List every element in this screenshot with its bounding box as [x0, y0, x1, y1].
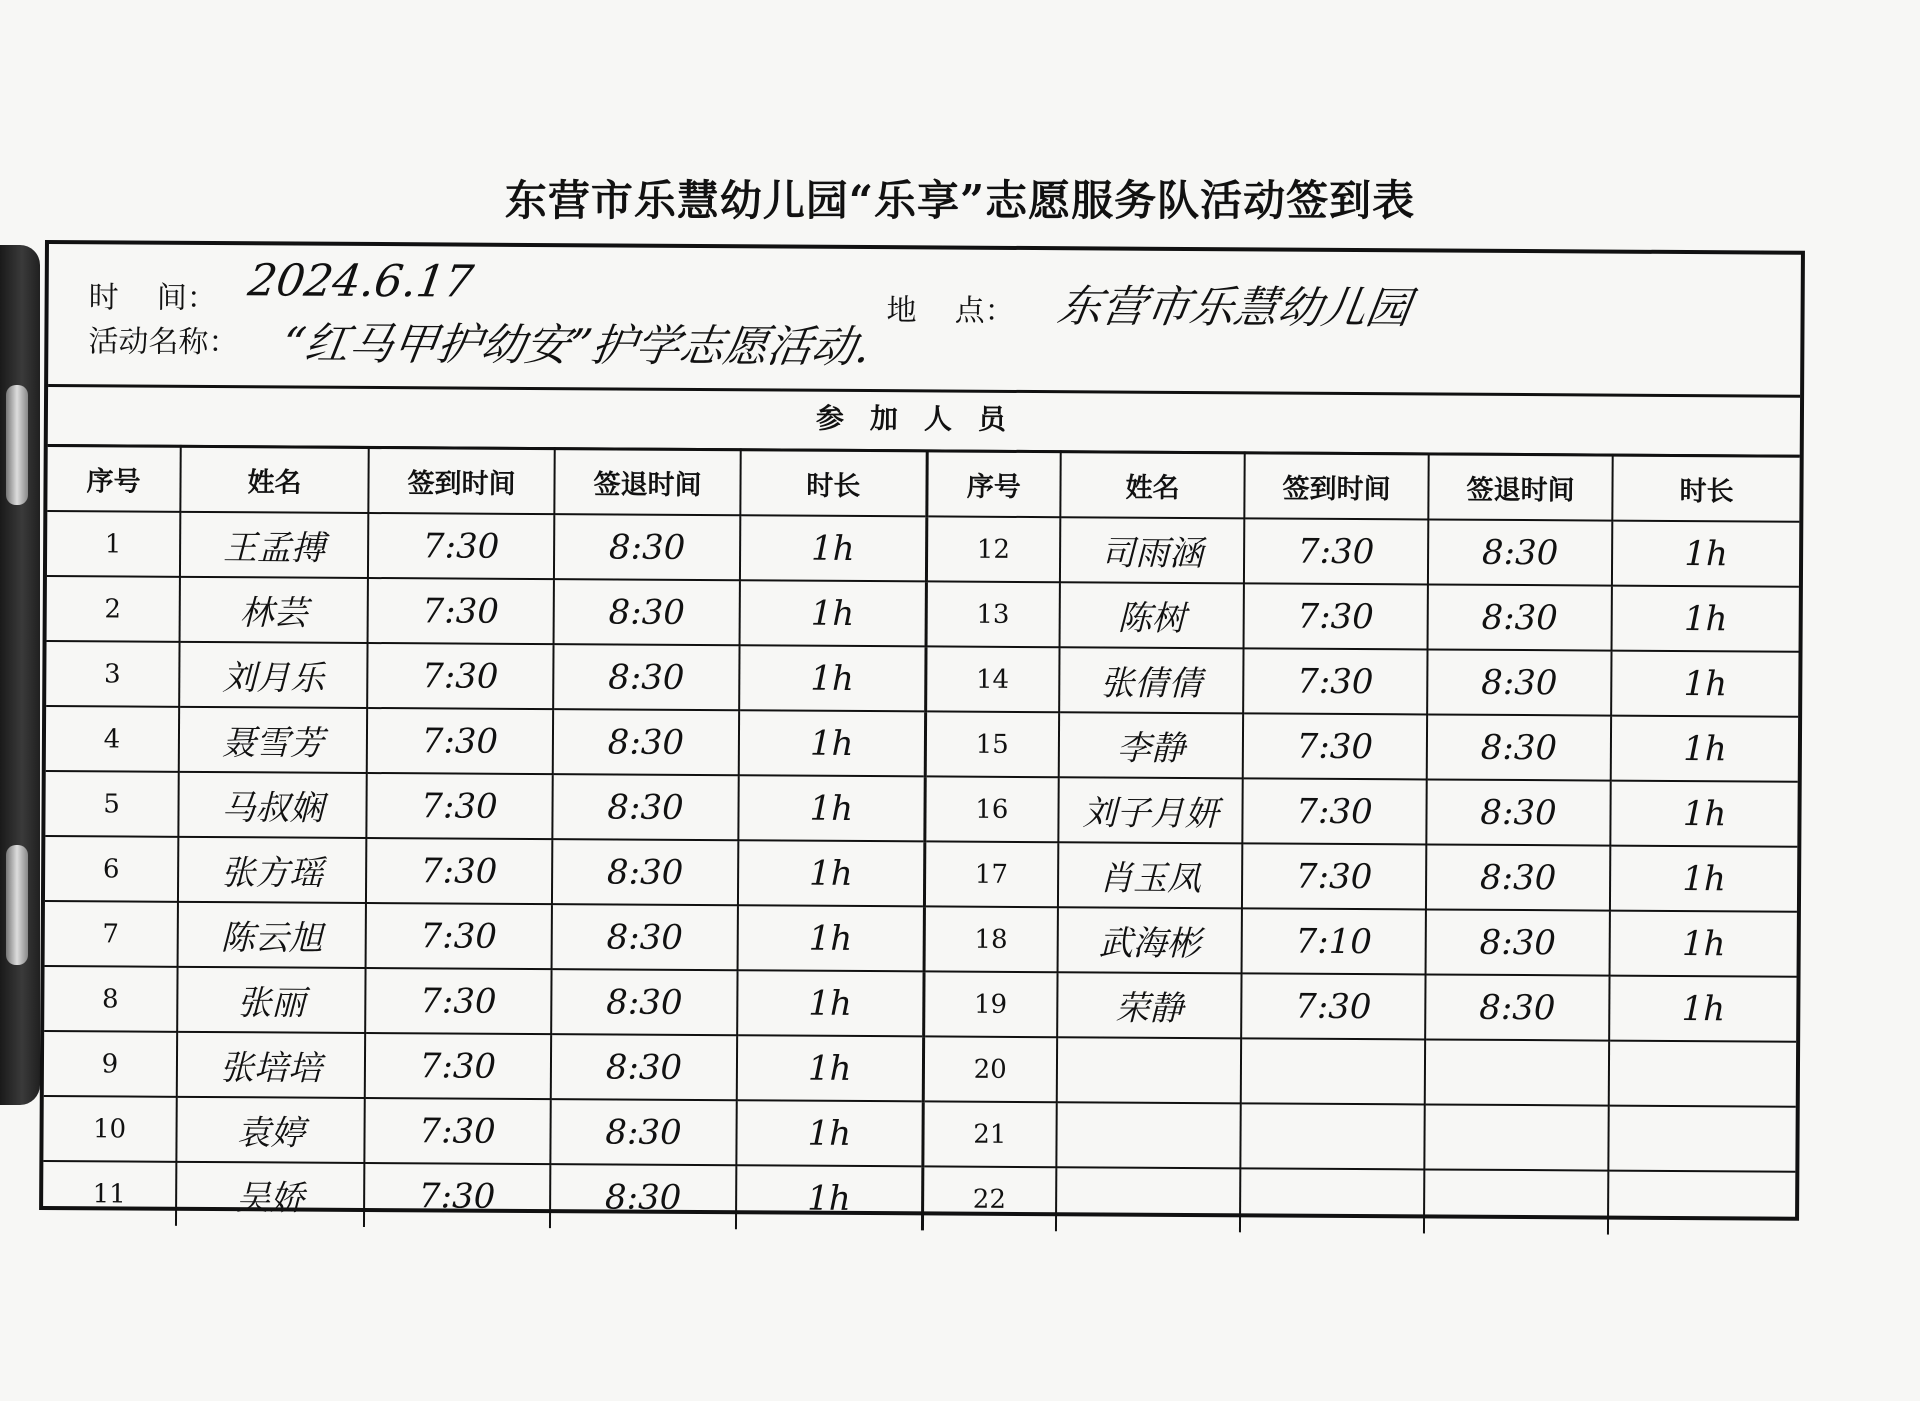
sign-out-time: 8:30: [550, 1164, 736, 1229]
seq-number: 10: [43, 1096, 176, 1162]
table-row: [45, 901, 1797, 977]
seq-number: 20: [923, 1036, 1057, 1102]
seq-number: 2: [47, 576, 180, 642]
sign-in-time: 7:30: [1242, 843, 1426, 909]
seq-number: 15: [925, 711, 1059, 777]
duration: [1608, 1106, 1795, 1172]
sign-in-time: 7:30: [368, 513, 554, 579]
duration: 1h: [738, 775, 924, 841]
sign-in-time: 7:30: [365, 1033, 551, 1099]
volunteer-signature: 张培培: [177, 1032, 365, 1098]
volunteer-signature: 陈树: [1060, 582, 1244, 648]
activity-value: “红马甲护幼安”护学志愿活动.: [278, 318, 874, 374]
table-row: [44, 966, 1796, 1042]
sign-in-time: 7:30: [1244, 518, 1428, 584]
sign-out-time: [1424, 1104, 1608, 1170]
volunteer-signature: 荣静: [1057, 972, 1241, 1038]
activity-label: 活动名称：: [88, 324, 239, 361]
sign-out-time: [1424, 1169, 1608, 1234]
seq-number: 3: [46, 641, 179, 707]
binder-clip: [0, 245, 40, 1105]
sign-in-time: 7:30: [365, 968, 551, 1034]
duration: 1h: [1610, 846, 1797, 912]
sign-in-time: 7:30: [1243, 713, 1427, 779]
activity-info: [48, 244, 1801, 398]
sign-out-time: 8:30: [1428, 519, 1612, 585]
seq-number: 5: [45, 771, 178, 837]
sign-in-time: 7:30: [366, 773, 552, 839]
volunteer-signature: 张方瑶: [178, 837, 366, 903]
volunteer-signature: 肖玉凤: [1058, 842, 1242, 908]
seq-number: 13: [926, 581, 1060, 647]
seq-number: 14: [925, 646, 1059, 712]
duration: 1h: [738, 905, 924, 971]
sign-out-time: 8:30: [552, 904, 738, 970]
sign-in-time: 7:30: [1242, 778, 1426, 844]
duration: [1608, 1171, 1795, 1236]
duration: 1h: [736, 1165, 922, 1230]
sign-in-time: 7:30: [364, 1163, 550, 1228]
volunteer-signature: 马叔娴: [178, 772, 366, 838]
volunteer-signature: 袁婷: [176, 1097, 364, 1163]
duration: 1h: [737, 1035, 923, 1101]
sign-in-time: 7:30: [366, 838, 552, 904]
sign-out-time: 8:30: [553, 644, 739, 710]
seq-number: 6: [45, 836, 178, 902]
volunteer-signature: 聂雪芳: [179, 707, 367, 773]
volunteer-signature: 李静: [1059, 712, 1243, 778]
sign-in-time: 7:30: [1244, 583, 1428, 649]
seq-number: 4: [46, 706, 179, 772]
sign-out-time: 8:30: [551, 1034, 737, 1100]
col-header: 时长: [740, 449, 926, 516]
seq-number: 9: [44, 1031, 177, 1097]
sign-in-time: 7:30: [368, 578, 554, 644]
sign-out-time: 8:30: [1428, 584, 1612, 650]
sign-out-time: 8:30: [552, 774, 738, 840]
volunteer-signature: 刘月乐: [179, 642, 367, 708]
seq-number: 18: [924, 906, 1058, 972]
seq-number: 1: [47, 511, 180, 577]
seq-number: 8: [44, 966, 177, 1032]
sign-out-time: [1425, 1039, 1609, 1105]
place-label: 地 点：: [886, 293, 1015, 329]
sign-out-time: 8:30: [554, 579, 740, 645]
seq-number: 11: [43, 1161, 176, 1226]
table-row: [46, 706, 1798, 782]
col-header: 签到时间: [1244, 452, 1428, 519]
sign-in-time: 7:30: [1243, 648, 1427, 714]
table-row: [47, 511, 1799, 587]
volunteer-signature: 司雨涵: [1060, 517, 1244, 583]
sign-in-time: [1241, 1038, 1425, 1104]
seq-number: 21: [922, 1101, 1056, 1167]
duration: 1h: [1610, 781, 1797, 847]
volunteer-signature: [1056, 1102, 1240, 1168]
sign-out-time: 8:30: [550, 1099, 736, 1165]
sign-out-time: 8:30: [1426, 779, 1610, 845]
volunteer-signature: 张丽: [177, 967, 365, 1033]
col-header: 签退时间: [1428, 453, 1612, 520]
seq-number: 12: [926, 516, 1060, 582]
volunteer-signature: 张倩倩: [1059, 647, 1243, 713]
table-header-row: [47, 445, 1799, 522]
time-value: 2024.6.17: [245, 255, 477, 308]
place-value: 东营市乐慧幼儿园: [1054, 281, 1414, 335]
sign-out-time: 8:30: [551, 969, 737, 1035]
sign-in-time: 7:30: [367, 708, 553, 774]
duration: 1h: [738, 840, 924, 906]
table-row: [43, 1096, 1795, 1172]
sign-in-time: 7:10: [1242, 908, 1426, 974]
sign-in-time: 7:30: [366, 903, 552, 969]
duration: 1h: [1609, 976, 1796, 1042]
volunteer-signature: [1056, 1167, 1240, 1232]
duration: 1h: [740, 515, 926, 581]
col-header: 序号: [926, 450, 1060, 517]
table-row: [45, 771, 1797, 847]
seq-number: 17: [924, 841, 1058, 907]
sign-out-time: 8:30: [1427, 714, 1611, 780]
col-header: 签退时间: [554, 448, 740, 515]
col-header: 序号: [47, 445, 180, 512]
duration: 1h: [740, 580, 926, 646]
col-header: 姓名: [180, 446, 368, 513]
sign-out-time: 8:30: [552, 839, 738, 905]
table-row: [43, 1161, 1795, 1236]
duration: 1h: [736, 1100, 922, 1166]
duration: 1h: [1612, 586, 1799, 652]
col-header: 姓名: [1060, 451, 1244, 518]
binder-ring: [6, 385, 28, 505]
volunteer-signature: 吴娇: [176, 1162, 364, 1227]
sign-in-time: 7:30: [367, 643, 553, 709]
sign-out-time: 8:30: [1426, 909, 1610, 975]
volunteer-signature: 林芸: [180, 577, 368, 643]
table-row: [47, 576, 1799, 652]
duration: [1609, 1041, 1796, 1107]
sign-out-time: 8:30: [1427, 649, 1611, 715]
attendance-table: [43, 444, 1800, 1236]
sign-in-sheet: [39, 240, 1805, 1221]
sign-in-time: [1240, 1103, 1424, 1169]
duration: 1h: [1611, 716, 1798, 782]
volunteer-signature: 陈云旭: [178, 902, 366, 968]
duration: 1h: [1612, 521, 1799, 587]
participants-header: 参加人员: [48, 384, 1800, 458]
volunteer-signature: 王孟搏: [180, 512, 368, 578]
binder-ring: [6, 845, 28, 965]
volunteer-signature: 刘子月妍: [1058, 777, 1242, 843]
time-label: 时 间：: [88, 280, 217, 317]
seq-number: 19: [923, 971, 1057, 1037]
sign-out-time: 8:30: [554, 514, 740, 580]
col-header: 时长: [1612, 455, 1799, 522]
seq-number: 22: [922, 1166, 1056, 1231]
duration: 1h: [1610, 911, 1797, 977]
seq-number: 7: [45, 901, 178, 967]
sign-in-time: [1240, 1168, 1424, 1233]
duration: 1h: [1611, 651, 1798, 717]
table-row: [44, 1031, 1796, 1107]
sign-in-time: 7:30: [364, 1098, 550, 1164]
sign-out-time: 8:30: [1425, 974, 1609, 1040]
volunteer-signature: [1057, 1037, 1241, 1103]
table-row: [46, 641, 1798, 717]
document-title: 东营市乐慧幼儿园“乐享”志愿服务队活动签到表: [504, 176, 1416, 225]
seq-number: 16: [924, 776, 1058, 842]
duration: 1h: [739, 645, 925, 711]
table-row: [45, 836, 1797, 912]
sign-out-time: 8:30: [553, 709, 739, 775]
col-header: 签到时间: [368, 447, 554, 514]
sign-out-time: 8:30: [1426, 844, 1610, 910]
duration: 1h: [739, 710, 925, 776]
duration: 1h: [737, 970, 923, 1036]
sign-in-time: 7:30: [1241, 973, 1425, 1039]
volunteer-signature: 武海彬: [1058, 907, 1242, 973]
